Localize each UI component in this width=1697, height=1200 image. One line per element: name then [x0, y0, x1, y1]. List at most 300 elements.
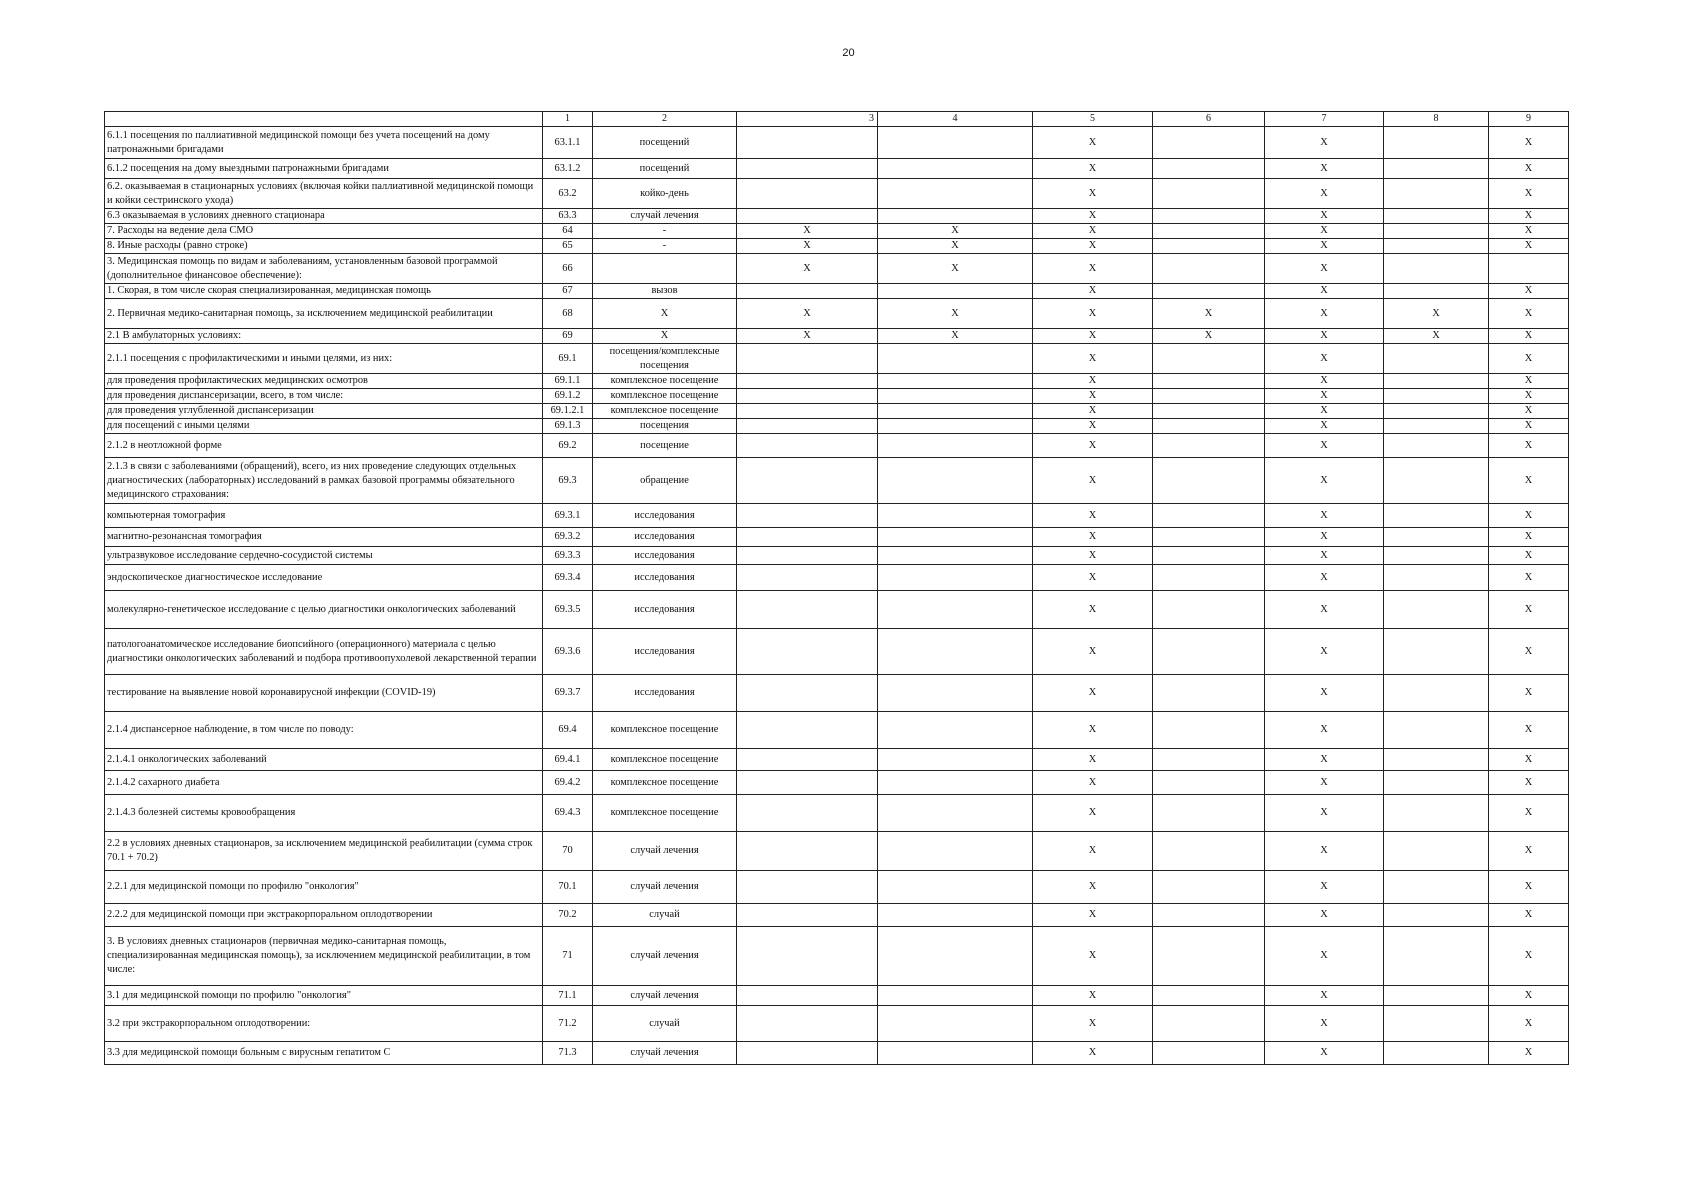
table-cell: X: [737, 239, 878, 254]
table-cell: [1384, 832, 1489, 871]
header-cell: 2: [593, 112, 737, 127]
table-cell: X: [1033, 389, 1153, 404]
table-cell: [1384, 504, 1489, 528]
table-cell: [1153, 404, 1265, 419]
header-cell: 7: [1265, 112, 1384, 127]
table-cell: X: [1033, 629, 1153, 675]
row-unit: случай: [593, 904, 737, 927]
table-cell: X: [1033, 127, 1153, 159]
table-cell: [1384, 209, 1489, 224]
row-code: 69.3.4: [543, 565, 593, 591]
table-cell: [1384, 927, 1489, 986]
table-cell: [1153, 374, 1265, 389]
row-description: 8. Иные расходы (равно строке): [105, 239, 543, 254]
table-cell: [737, 591, 878, 629]
row-unit: посещение: [593, 434, 737, 458]
row-code: 69: [543, 329, 593, 344]
row-unit: случай лечения: [593, 927, 737, 986]
row-unit: случай лечения: [593, 871, 737, 904]
table-cell: X: [1265, 986, 1384, 1006]
table-cell: X: [878, 254, 1033, 284]
table-cell: [737, 927, 878, 986]
table-cell: [737, 904, 878, 927]
table-cell: X: [1033, 254, 1153, 284]
table-cell: X: [1489, 547, 1569, 565]
table-cell: [1153, 254, 1265, 284]
table-cell: [878, 795, 1033, 832]
row-description: 1. Скорая, в том числе скорая специализированная, медицинская помощь: [105, 284, 543, 299]
row-code: 69.3.6: [543, 629, 593, 675]
table-cell: X: [1033, 1042, 1153, 1065]
row-unit: комплексное посещение: [593, 712, 737, 749]
table-cell: X: [1033, 159, 1153, 179]
table-cell: X: [1489, 374, 1569, 389]
row-description: 3.2 при экстракорпоральном оплодотворении:: [105, 1006, 543, 1042]
table-cell: X: [1033, 434, 1153, 458]
table-cell: X: [878, 224, 1033, 239]
table-cell: [737, 344, 878, 374]
table-cell: [737, 565, 878, 591]
table-row: [105, 419, 1569, 434]
row-code: 69.4.1: [543, 749, 593, 771]
table-cell: [1384, 389, 1489, 404]
table-cell: [1384, 528, 1489, 547]
table-cell: [1153, 927, 1265, 986]
table-cell: X: [1033, 404, 1153, 419]
table-cell: [737, 795, 878, 832]
row-code: 69.3.2: [543, 528, 593, 547]
table-cell: X: [1265, 404, 1384, 419]
table-cell: X: [1033, 591, 1153, 629]
table-cell: X: [1489, 528, 1569, 547]
table-cell: X: [1265, 284, 1384, 299]
table-cell: [737, 434, 878, 458]
table-cell: X: [1265, 591, 1384, 629]
table-cell: [737, 504, 878, 528]
table-cell: X: [1265, 254, 1384, 284]
row-description: 2.2.2 для медицинской помощи при экстракорпоральном оплодотворении: [105, 904, 543, 927]
table-row: [105, 1006, 1569, 1042]
table-cell: [878, 284, 1033, 299]
table-cell: X: [1265, 389, 1384, 404]
row-code: 63.2: [543, 179, 593, 209]
row-unit: -: [593, 224, 737, 239]
table-cell: X: [737, 329, 878, 344]
row-description: 7. Расходы на ведение дела СМО: [105, 224, 543, 239]
table-cell: [737, 284, 878, 299]
table-row: [105, 458, 1569, 504]
table-cell: X: [1265, 374, 1384, 389]
table-cell: X: [1489, 986, 1569, 1006]
table-cell: [878, 209, 1033, 224]
table-cell: [878, 629, 1033, 675]
table-cell: X: [1033, 209, 1153, 224]
row-description: компьютерная томография: [105, 504, 543, 528]
row-code: 63.1.1: [543, 127, 593, 159]
row-code: 70.1: [543, 871, 593, 904]
table-cell: X: [1033, 504, 1153, 528]
table-cell: X: [1489, 871, 1569, 904]
row-code: 71: [543, 927, 593, 986]
table-cell: [1384, 1042, 1489, 1065]
table-cell: X: [737, 299, 878, 329]
table-row: [105, 1042, 1569, 1065]
table-cell: [878, 374, 1033, 389]
table-cell: [1384, 458, 1489, 504]
table-cell: X: [1265, 547, 1384, 565]
table-cell: X: [1265, 832, 1384, 871]
table-cell: [1384, 434, 1489, 458]
header-cell: 9: [1489, 112, 1569, 127]
table-cell: X: [1033, 1006, 1153, 1042]
table-row: [105, 344, 1569, 374]
table-cell: X: [1489, 458, 1569, 504]
row-description: патологоанатомическое исследование биопсийного (операционного) материала с целью диагностики онкологических заболеваний и подбора противоопухолевой лекарственной терапии: [105, 629, 543, 675]
table-cell: X: [1033, 179, 1153, 209]
table-cell: X: [737, 224, 878, 239]
page-number: 20: [842, 47, 855, 59]
table-cell: [737, 749, 878, 771]
row-code: 69.1.2: [543, 389, 593, 404]
table-cell: [878, 389, 1033, 404]
table-cell: [1153, 904, 1265, 927]
table-cell: X: [1033, 771, 1153, 795]
table-cell: X: [1489, 284, 1569, 299]
table-cell: [1384, 871, 1489, 904]
row-description: 2.1.3 в связи с заболеваниями (обращений), всего, из них проведение следующих отдельных диагностических (лабораторных) исследований в рамках базовой программы обязательного медицинского страхования:: [105, 458, 543, 504]
row-unit: обращение: [593, 458, 737, 504]
table-row: [105, 986, 1569, 1006]
table-cell: X: [1265, 329, 1384, 344]
table-cell: [1153, 1006, 1265, 1042]
row-description: тестирование на выявление новой коронавирусной инфекции (COVID-19): [105, 675, 543, 712]
table-cell: [1153, 986, 1265, 1006]
table-row: [105, 299, 1569, 329]
header-cell: 3: [737, 112, 878, 127]
table-cell: X: [1489, 329, 1569, 344]
table-cell: [878, 871, 1033, 904]
row-description: магнитно-резонансная томография: [105, 528, 543, 547]
table-cell: X: [1265, 528, 1384, 547]
table-cell: [1153, 565, 1265, 591]
table-cell: [878, 404, 1033, 419]
row-unit: посещений: [593, 127, 737, 159]
row-code: 70: [543, 832, 593, 871]
row-unit: исследования: [593, 504, 737, 528]
table-row: [105, 504, 1569, 528]
table-cell: X: [1489, 904, 1569, 927]
table-cell: [737, 832, 878, 871]
table-cell: [1153, 434, 1265, 458]
row-code: 69.4.3: [543, 795, 593, 832]
table-cell: [878, 504, 1033, 528]
table-cell: [737, 771, 878, 795]
table-cell: [1384, 284, 1489, 299]
table-cell: X: [1265, 749, 1384, 771]
row-code: 69.2: [543, 434, 593, 458]
row-description: 2.2 в условиях дневных стационаров, за исключением медицинской реабилитации (сумма строк 70.1 + 70.2): [105, 832, 543, 871]
table-cell: [737, 127, 878, 159]
table-cell: [878, 434, 1033, 458]
row-code: 69.4.2: [543, 771, 593, 795]
table-cell: X: [1265, 419, 1384, 434]
row-unit: вызов: [593, 284, 737, 299]
table-cell: [737, 547, 878, 565]
table-cell: [878, 591, 1033, 629]
table-row: [105, 712, 1569, 749]
table-row: [105, 224, 1569, 239]
table-cell: [878, 927, 1033, 986]
row-description: 2.1.4 диспансерное наблюдение, в том числе по поводу:: [105, 712, 543, 749]
table-cell: X: [1265, 771, 1384, 795]
table-cell: [1384, 795, 1489, 832]
table-cell: [737, 159, 878, 179]
table-cell: [737, 712, 878, 749]
table-cell: [1153, 419, 1265, 434]
table-cell: [737, 404, 878, 419]
table-cell: [1384, 591, 1489, 629]
table-cell: X: [1489, 209, 1569, 224]
table-cell: [1153, 1042, 1265, 1065]
table-cell: X: [1489, 224, 1569, 239]
row-description: 2.1.4.2 сахарного диабета: [105, 771, 543, 795]
table-row: [105, 389, 1569, 404]
table-cell: [737, 629, 878, 675]
row-unit: случай лечения: [593, 832, 737, 871]
table-cell: X: [1265, 127, 1384, 159]
table-cell: X: [1489, 1006, 1569, 1042]
table-cell: [1384, 159, 1489, 179]
row-code: 69.3.1: [543, 504, 593, 528]
row-description: эндоскопическое диагностическое исследование: [105, 565, 543, 591]
table-cell: [1384, 179, 1489, 209]
table-cell: [1384, 224, 1489, 239]
row-unit: -: [593, 239, 737, 254]
row-code: 69.3.7: [543, 675, 593, 712]
table-cell: [1384, 254, 1489, 284]
row-code: 71.2: [543, 1006, 593, 1042]
table-row: [105, 284, 1569, 299]
table-cell: [737, 179, 878, 209]
table-cell: [1153, 504, 1265, 528]
table-cell: X: [1033, 299, 1153, 329]
table-cell: X: [1033, 871, 1153, 904]
table-cell: X: [1153, 299, 1265, 329]
table-cell: X: [1033, 675, 1153, 712]
table-cell: [1384, 127, 1489, 159]
table-cell: [1384, 404, 1489, 419]
table-row: [105, 547, 1569, 565]
table-row: [105, 591, 1569, 629]
table-cell: [1153, 591, 1265, 629]
row-unit: случай лечения: [593, 986, 737, 1006]
table-cell: X: [1033, 224, 1153, 239]
table-cell: X: [1265, 565, 1384, 591]
header-cell: 1: [543, 112, 593, 127]
table-cell: [737, 871, 878, 904]
table-cell: X: [1489, 179, 1569, 209]
row-code: 69.3: [543, 458, 593, 504]
table-row: [105, 749, 1569, 771]
table-cell: [878, 712, 1033, 749]
table-cell: X: [1489, 239, 1569, 254]
row-description: 2.1.4.1 онкологических заболеваний: [105, 749, 543, 771]
table-cell: X: [878, 299, 1033, 329]
table-row: [105, 565, 1569, 591]
table-cell: X: [1489, 771, 1569, 795]
table-cell: [878, 749, 1033, 771]
table-cell: X: [1033, 547, 1153, 565]
row-code: 68: [543, 299, 593, 329]
table-cell: [737, 675, 878, 712]
table-cell: X: [1033, 927, 1153, 986]
table-cell: [878, 159, 1033, 179]
row-code: 69.1.1: [543, 374, 593, 389]
table-cell: [1153, 771, 1265, 795]
table-cell: [1153, 675, 1265, 712]
table-cell: [878, 528, 1033, 547]
table-cell: X: [1265, 712, 1384, 749]
table-cell: X: [1265, 629, 1384, 675]
table-cell: [1489, 254, 1569, 284]
table-row: [105, 239, 1569, 254]
table-cell: [737, 528, 878, 547]
table-cell: X: [1033, 458, 1153, 504]
table-cell: [878, 1006, 1033, 1042]
table-cell: X: [1489, 1042, 1569, 1065]
table-cell: [1153, 749, 1265, 771]
row-description: 2.1.2 в неотложной форме: [105, 434, 543, 458]
table-cell: X: [1489, 712, 1569, 749]
table-cell: [1153, 458, 1265, 504]
row-code: 66: [543, 254, 593, 284]
table-cell: X: [1489, 795, 1569, 832]
row-unit: случай: [593, 1006, 737, 1042]
table-row: [105, 179, 1569, 209]
row-code: 71.1: [543, 986, 593, 1006]
table-cell: [737, 389, 878, 404]
row-code: 69.4: [543, 712, 593, 749]
table-cell: X: [1033, 344, 1153, 374]
table-cell: X: [1489, 629, 1569, 675]
table-cell: [1153, 629, 1265, 675]
row-unit: случай лечения: [593, 1042, 737, 1065]
header-cell: [105, 112, 543, 127]
table-cell: X: [1033, 904, 1153, 927]
table-cell: [878, 419, 1033, 434]
table-cell: [1153, 871, 1265, 904]
table-cell: X: [1489, 389, 1569, 404]
row-code: 69.1.3: [543, 419, 593, 434]
row-unit: X: [593, 299, 737, 329]
table-row: [105, 209, 1569, 224]
table-cell: [737, 209, 878, 224]
table-row: [105, 159, 1569, 179]
table-cell: [1384, 986, 1489, 1006]
row-unit: исследования: [593, 629, 737, 675]
table-cell: X: [1489, 591, 1569, 629]
row-unit: X: [593, 329, 737, 344]
table-row: [105, 434, 1569, 458]
row-code: 69.3.3: [543, 547, 593, 565]
data-table: [104, 111, 1569, 1065]
table-cell: X: [1033, 284, 1153, 299]
table-row: [105, 927, 1569, 986]
row-code: 64: [543, 224, 593, 239]
row-code: 65: [543, 239, 593, 254]
table-cell: [1384, 712, 1489, 749]
table-cell: [1153, 344, 1265, 374]
table-cell: [878, 458, 1033, 504]
table-cell: X: [1265, 159, 1384, 179]
table-cell: [878, 904, 1033, 927]
table-cell: [1384, 904, 1489, 927]
table-row: [105, 127, 1569, 159]
table-cell: X: [1489, 434, 1569, 458]
row-unit: исследования: [593, 528, 737, 547]
row-code: 67: [543, 284, 593, 299]
table-cell: X: [1265, 179, 1384, 209]
table-cell: [1384, 419, 1489, 434]
table-cell: X: [1265, 904, 1384, 927]
row-description: 2. Первичная медико-санитарная помощь, за исключением медицинской реабилитации: [105, 299, 543, 329]
table-cell: X: [1265, 1006, 1384, 1042]
table-cell: X: [1489, 404, 1569, 419]
row-description: молекулярно-генетическое исследование с целью диагностики онкологических заболеваний: [105, 591, 543, 629]
row-unit: комплексное посещение: [593, 749, 737, 771]
table-cell: X: [1489, 832, 1569, 871]
table-cell: X: [737, 254, 878, 284]
row-unit: исследования: [593, 565, 737, 591]
table-cell: X: [1489, 344, 1569, 374]
table-cell: X: [878, 329, 1033, 344]
row-unit: [593, 254, 737, 284]
table-cell: X: [1033, 528, 1153, 547]
table-cell: [878, 344, 1033, 374]
table-cell: X: [1033, 329, 1153, 344]
table-cell: [878, 179, 1033, 209]
table-cell: [1384, 239, 1489, 254]
table-cell: X: [1033, 419, 1153, 434]
table-cell: [878, 832, 1033, 871]
row-unit: посещений: [593, 159, 737, 179]
row-description: для проведения углубленной диспансеризации: [105, 404, 543, 419]
table-cell: X: [1489, 299, 1569, 329]
row-code: 63.1.2: [543, 159, 593, 179]
row-description: 2.1 В амбулаторных условиях:: [105, 329, 543, 344]
row-unit: посещения/комплексные посещения: [593, 344, 737, 374]
row-unit: койко-день: [593, 179, 737, 209]
table-cell: X: [1489, 504, 1569, 528]
table-cell: [878, 565, 1033, 591]
table-cell: X: [1489, 159, 1569, 179]
table-cell: X: [1489, 419, 1569, 434]
table-cell: X: [1265, 344, 1384, 374]
table-cell: X: [1489, 675, 1569, 712]
table-row: [105, 254, 1569, 284]
row-code: 69.1.2.1: [543, 404, 593, 419]
row-code: 71.3: [543, 1042, 593, 1065]
row-description: 3.3 для медицинской помощи больным с вирусным гепатитом С: [105, 1042, 543, 1065]
table-row: [105, 675, 1569, 712]
row-unit: комплексное посещение: [593, 389, 737, 404]
row-description: 2.1.4.3 болезней системы кровообращения: [105, 795, 543, 832]
table-cell: X: [1033, 712, 1153, 749]
row-description: для проведения диспансеризации, всего, в том числе:: [105, 389, 543, 404]
row-code: 69.1: [543, 344, 593, 374]
row-description: 2.2.1 для медицинской помощи по профилю "онкология": [105, 871, 543, 904]
table-row: [105, 329, 1569, 344]
